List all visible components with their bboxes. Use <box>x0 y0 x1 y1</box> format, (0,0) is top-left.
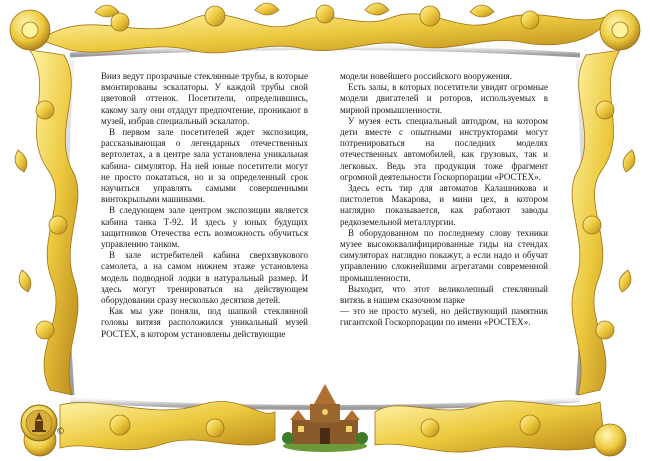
paragraph: В следующем зале центром экспозиции является кабина танка Т-92. И здесь у юных будущих защитников Отечества есть возможность обучиться управлению танком. <box>101 205 308 250</box>
left-side-scrolls <box>15 50 78 395</box>
right-side-scrolls <box>572 50 635 395</box>
paragraph: Есть залы, в которых посетители увидят огромные модели двигателей и роторов, используемых в мирной промышленности. <box>340 82 548 115</box>
round-gold-emblem-icon <box>20 404 58 442</box>
paragraph: У музея есть специальный автодром, на котором дети вместе с опытными инструкторами могут потренироваться на последних моделях отечественных автомобилей, как грузовых, так и легковых. Ведь эта продукция тоже фрагмент огромной деятельности Госкорпорации «РОСТЕХ». <box>340 115 548 182</box>
right-text-column <box>340 71 548 329</box>
paragraph: Вниз ведут прозрачные стеклянные трубы, в которые вмонтированы эскалаторы. У каждой трубы свой цветовой оттенок. Посетители, определившись, какому залу они отдадут предпочтение, проникают в музей, избрав специальный эскалатор. <box>101 71 308 126</box>
left-text-column <box>101 71 308 340</box>
paragraph: Как мы уже поняли, под шапкой стеклянной головы витязя расположился уникальный музей РОСТЕХ, в котором установлены действующие <box>101 306 308 339</box>
paragraph: модели новейшего российского вооружения. <box>340 71 512 81</box>
top-scrolls <box>40 3 610 53</box>
paragraph: В оборудованном по последнему слову техники музее высококвалифицированные гиды на стендах симуляторах наглядно покажут, а если надо и обучат управлению сложнейшими агрегатами современной промышленности. <box>340 227 548 283</box>
paragraph: — это не просто музей, но действующий памятник гигантской Госкорпорации по имени «РОСТЕХ». <box>340 306 548 328</box>
paragraph: Здесь есть тир для автоматов Калашникова и пистолетов Макарова, и мини цех, в котором наглядно показывается, как работают заводы редкоземельной металлургии. <box>340 183 548 227</box>
paragraph: В зале истребителей кабина сверхзвукового самолета, а на самом нижнем этаже установлена модель подводной лодки в натуральный размер. И здесь могут тренироваться на действующем оборудовании сразу несколько десятков детей. <box>101 250 308 306</box>
paragraph: В первом зале посетителей ждет экспозиция, рассказывающая о легендарных отечественных вертолетах, а в центре зала установлена уникальная кабина- симулятор. На ней юные посетители могут не просто покататься, но и за определенный срок научиться управлять самыми совершенными винтокрылыми машинами. <box>101 127 308 205</box>
copyright-mark: © <box>56 427 65 437</box>
wooden-palace-illustration <box>280 382 370 452</box>
paragraph: Выходит, что этот великолепный стеклянный витязь в нашем сказочном парке <box>340 283 548 306</box>
